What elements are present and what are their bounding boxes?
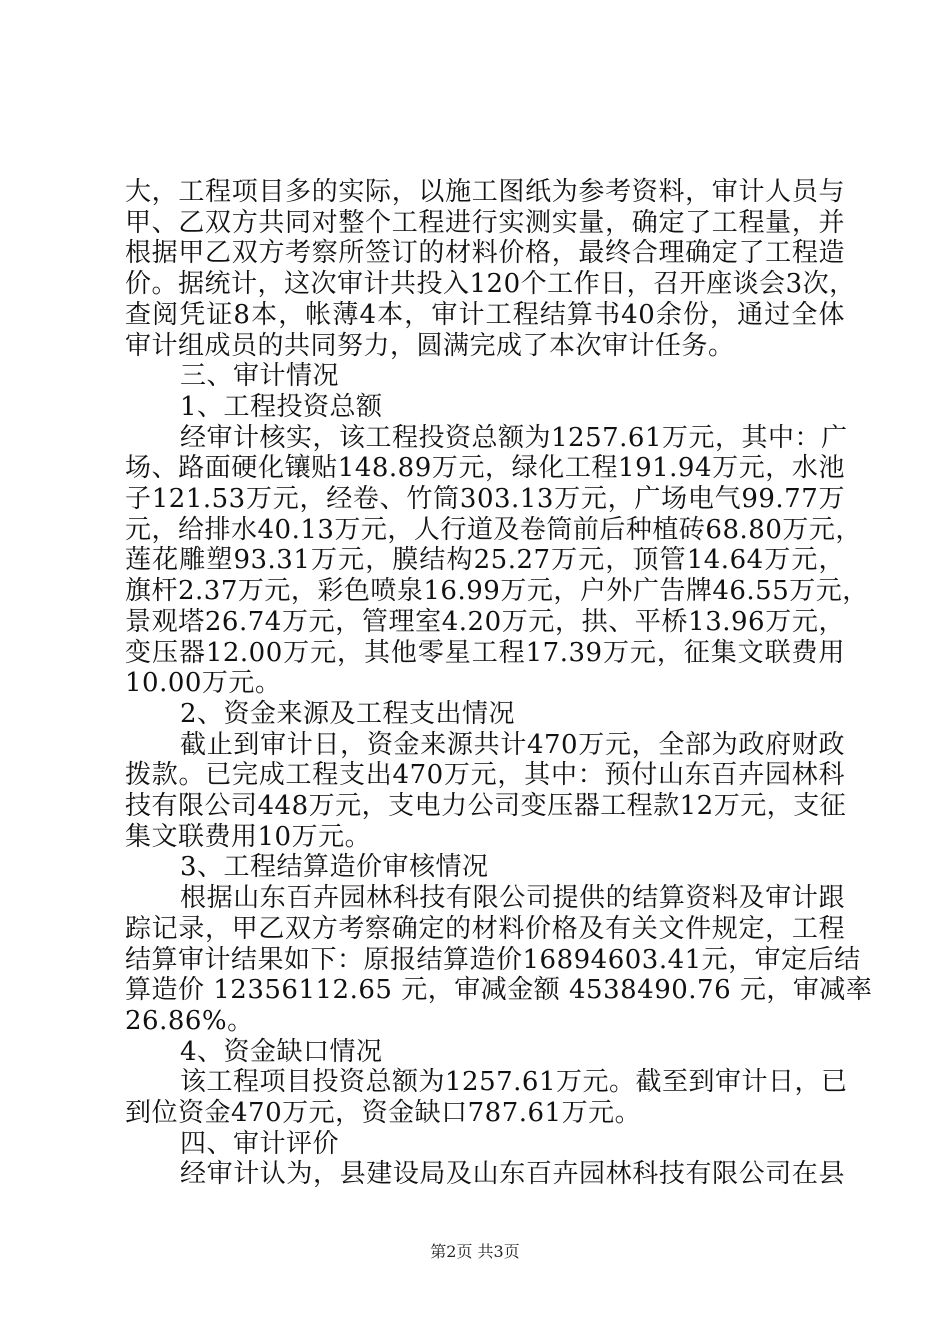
subsection-heading: 3、工程结算造价审核情况 [180, 852, 489, 883]
text-line: 10.00万元。 [125, 668, 282, 699]
text-line: 踪记录，甲乙双方考察确定的材料价格及有关文件规定，工程 [125, 913, 845, 944]
text-line: 子121.53万元，经卷、竹筒303.13万元，广场电气99.77万 [125, 484, 845, 514]
text-line: 该工程项目投资总额为1257.61万元。截至到审计日，已 [180, 1067, 848, 1098]
text-line: 大，工程项目多的实际，以施工图纸为参考资料，审计人员与 [125, 177, 845, 207]
text-line: 查阅凭证8本，帐薄4本，审计工程结算书40余份，通过全体 [125, 299, 845, 330]
text-line: 拨款。已完成工程支出470万元，其中：预付山东百卉园林科 [125, 760, 845, 791]
text-line: 甲、乙双方共同对整个工程进行实测实量，确定了工程量，并 [125, 207, 845, 238]
text-line: 根据山东百卉园林科技有限公司提供的结算资料及审计跟 [180, 883, 845, 914]
subsection-heading: 1、工程投资总额 [180, 391, 383, 422]
section-heading: 四、审计评价 [180, 1128, 340, 1159]
text-line: 元，给排水40.13万元，人行道及卷筒前后种植砖68.80万元， [125, 514, 862, 545]
text-line: 结算审计结果如下：原报结算造价16894603.41元，审定后结 [125, 944, 861, 975]
text-line: 集文联费用10万元。 [125, 821, 372, 852]
text-line: 莲花雕塑93.31万元，膜结构25.27万元，顶管14.64万元， [125, 545, 845, 576]
text-line: 场、路面硬化镶贴148.89万元，绿化工程191.94万元，水池 [125, 453, 845, 484]
text-line: 26.86%。 [125, 1005, 254, 1036]
text-line: 旗杆2.37万元，彩色喷泉16.99万元，户外广告牌46.55万元， [125, 576, 869, 607]
text-line: 截止到审计日，资金来源共计470万元，全部为政府财政 [180, 729, 845, 760]
page-footer: 第2页 共3页 [430, 1242, 520, 1261]
text-line: 经审计核实，该工程投资总额为1257.61万元，其中：广 [180, 422, 848, 453]
text-line: 技有限公司448万元，支电力公司变压器工程款12万元，支征 [125, 791, 847, 821]
text-line: 根据甲乙双方考察所签订的材料价格，最终合理确定了工程造 [125, 238, 845, 269]
text-line: 经审计认为，县建设局及山东百卉园林科技有限公司在县 [180, 1159, 845, 1190]
text-line: 到位资金470万元，资金缺口787.61万元。 [125, 1098, 642, 1128]
text-line: 价。据统计，这次审计共投入120个工作日，召开座谈会3次， [125, 269, 856, 300]
text-line: 审计组成员的共同努力，圆满完成了本次审计任务。 [125, 330, 735, 361]
text-line: 景观塔26.74万元，管理室4.20万元，拱、平桥13.96万元， [125, 606, 845, 637]
subsection-heading: 2、资金来源及工程支出情况 [180, 698, 516, 729]
text-line: 算造价 12356112.65 元，审减金额 4538490.76 元，审减率 [125, 975, 873, 1006]
section-heading: 三、审计情况 [180, 361, 340, 392]
subsection-heading: 4、资金缺口情况 [180, 1036, 383, 1067]
text-line: 变压器12.00万元，其他零星工程17.39万元，征集文联费用 [125, 637, 845, 668]
